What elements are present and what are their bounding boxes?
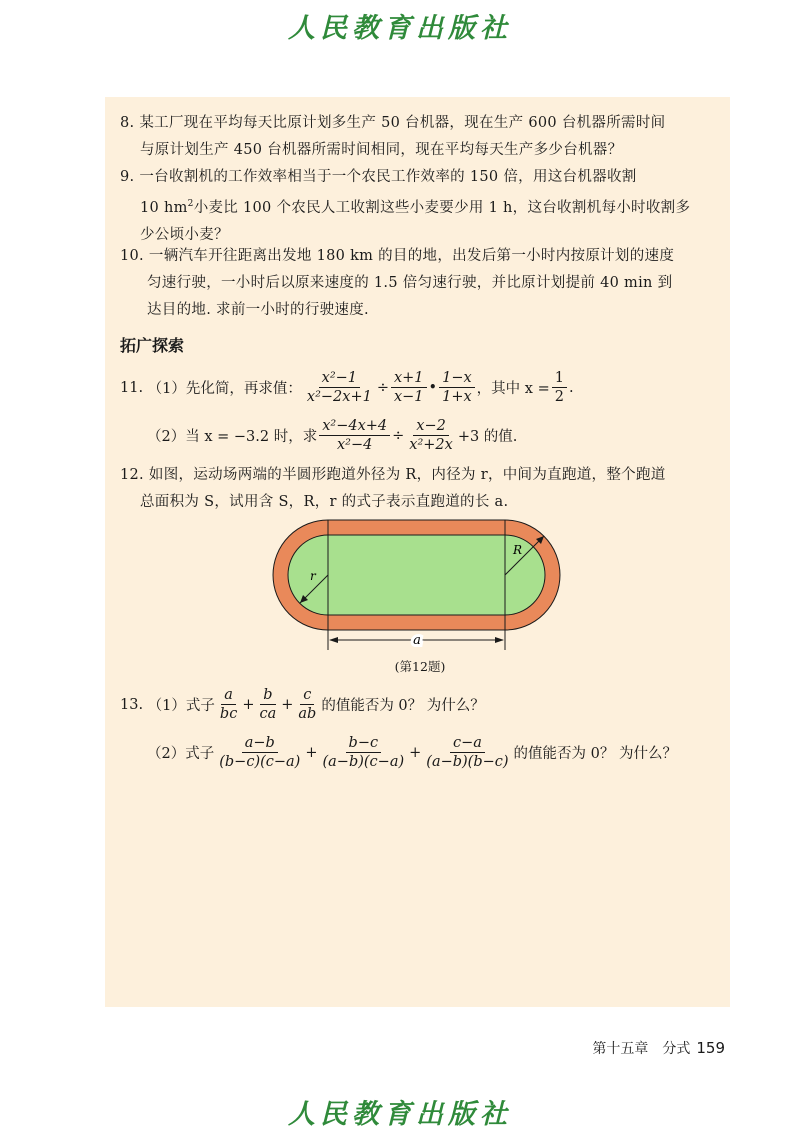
part-label: （1）式子 xyxy=(147,698,215,714)
problem-number: 9. xyxy=(120,169,135,185)
denominator: 2 xyxy=(554,389,564,405)
numerator: b xyxy=(260,687,275,705)
problem-number: 8. xyxy=(120,115,135,131)
numerator: a xyxy=(221,687,236,705)
operator: • xyxy=(428,379,438,396)
fraction xyxy=(217,687,240,722)
denominator: x²−4 xyxy=(336,437,373,453)
problem-10 xyxy=(120,243,720,324)
problem-text: 总面积为 S，试用含 S，R，r 的式子表示直跑道的长 a. xyxy=(140,494,509,510)
publisher-logo-top: 人民教育出版社 xyxy=(288,13,512,44)
numerator: a−b xyxy=(242,735,278,753)
problem-9 xyxy=(120,164,720,249)
fraction xyxy=(304,370,375,405)
length-arrow-right xyxy=(495,637,504,643)
superscript: 2 xyxy=(187,199,194,209)
tail-text: 的值能否为 0？ 为什么？ xyxy=(513,746,677,762)
problem-number: 10. xyxy=(120,248,144,264)
numerator: 1 xyxy=(552,370,567,388)
denominator: ab xyxy=(298,706,317,722)
fraction xyxy=(295,687,319,722)
problem-11-part-1 xyxy=(120,370,574,405)
tail-text: +3 的值. xyxy=(457,429,518,445)
denominator: (b−c)(c−a) xyxy=(219,754,301,770)
section-title: 拓广探索 xyxy=(120,336,185,355)
fraction xyxy=(319,418,390,453)
operator: ÷ xyxy=(392,427,405,444)
operator: + xyxy=(305,744,318,761)
inner-field xyxy=(288,535,545,615)
publisher-logo-bottom: 人民教育出版社 xyxy=(288,1099,512,1130)
problem-12 xyxy=(120,462,720,516)
condition-text: ，其中 x = xyxy=(476,381,550,397)
operator: + xyxy=(409,744,422,761)
denominator: ca xyxy=(259,706,277,722)
numerator: x−2 xyxy=(413,418,449,436)
numerator: c xyxy=(300,687,314,705)
fraction xyxy=(256,687,279,722)
problem-text: 少公顷小麦？ xyxy=(140,227,229,243)
operator: + xyxy=(242,696,255,713)
problem-text: 如图，运动场两端的半圆形跑道外径为 R，内径为 r，中间为直跑道，整个跑道 xyxy=(148,467,666,483)
denominator: (a−b)(b−c) xyxy=(426,754,509,770)
fraction xyxy=(423,735,511,770)
numerator: 1−x xyxy=(439,370,475,388)
length-arrow-left xyxy=(329,637,338,643)
fraction xyxy=(439,370,475,405)
operator: + xyxy=(281,696,294,713)
label-a: a xyxy=(413,633,421,648)
problem-13-part-2 xyxy=(147,735,677,770)
problem-number: 13. xyxy=(120,696,144,713)
chapter-title: 第十五章 分式 xyxy=(592,1041,691,1057)
numerator: x²−4x+4 xyxy=(319,418,390,436)
numerator: c−a xyxy=(450,735,485,753)
part-label: （2）当 x = −3.2 时，求 xyxy=(147,429,318,445)
denominator: x−1 xyxy=(393,389,424,405)
problem-text: 达目的地. 求前一小时的行驶速度. xyxy=(147,302,369,318)
track-diagram xyxy=(270,515,565,655)
numerator: b−c xyxy=(346,735,382,753)
fraction xyxy=(320,735,408,770)
numerator: x²−1 xyxy=(319,370,360,388)
problem-number: 11. xyxy=(120,379,144,396)
part-label: （1）先化简，再求值： xyxy=(147,381,302,397)
numerator: x+1 xyxy=(391,370,427,388)
fraction xyxy=(216,735,303,770)
tail-text: 的值能否为 0？ 为什么？ xyxy=(321,698,485,714)
page-footer xyxy=(592,1038,725,1058)
period: . xyxy=(568,379,574,396)
figure-caption: (第12题) xyxy=(394,659,446,674)
fraction xyxy=(552,370,567,405)
denominator: 1+x xyxy=(442,389,472,405)
problem-8 xyxy=(120,110,720,164)
problem-number: 12. xyxy=(120,467,144,483)
problem-text: 小麦比 100 个农民人工收割这些小麦要少用 1 h，这台收割机每小时收割多 xyxy=(193,200,691,216)
denominator: x²−2x+1 xyxy=(306,389,372,405)
label-r: r xyxy=(310,569,316,583)
problem-text: 与原计划生产 450 台机器所需时间相同，现在平均每天生产多少台机器？ xyxy=(140,142,623,158)
problem-text: 某工厂现在平均每天比原计划多生产 50 台机器，现在生产 600 台机器所需时间 xyxy=(139,115,666,131)
problem-text: 一辆汽车开往距离出发地 180 km 的目的地，出发后第一小时内按原计划的速度 xyxy=(148,248,675,264)
problem-text: 10 hm xyxy=(140,200,188,216)
problem-text: 匀速行驶，一小时后以原来速度的 1.5 倍匀速行驶，并比原计划提前 40 min 到 xyxy=(147,275,673,291)
denominator: bc xyxy=(219,706,238,722)
problem-text: 一台收割机的工作效率相当于一个农民工作效率的 150 倍，用这台机器收割 xyxy=(139,169,637,185)
denominator: x²+2x xyxy=(409,437,453,453)
part-label: （2）式子 xyxy=(147,746,215,762)
problem-11-part-2 xyxy=(147,418,517,453)
label-R: R xyxy=(513,543,523,557)
fraction xyxy=(406,418,456,453)
denominator: (a−b)(c−a) xyxy=(322,754,405,770)
fraction xyxy=(391,370,427,405)
problem-13-part-1 xyxy=(120,687,485,722)
operator: ÷ xyxy=(376,379,389,396)
page-number: 159 xyxy=(696,1039,725,1057)
